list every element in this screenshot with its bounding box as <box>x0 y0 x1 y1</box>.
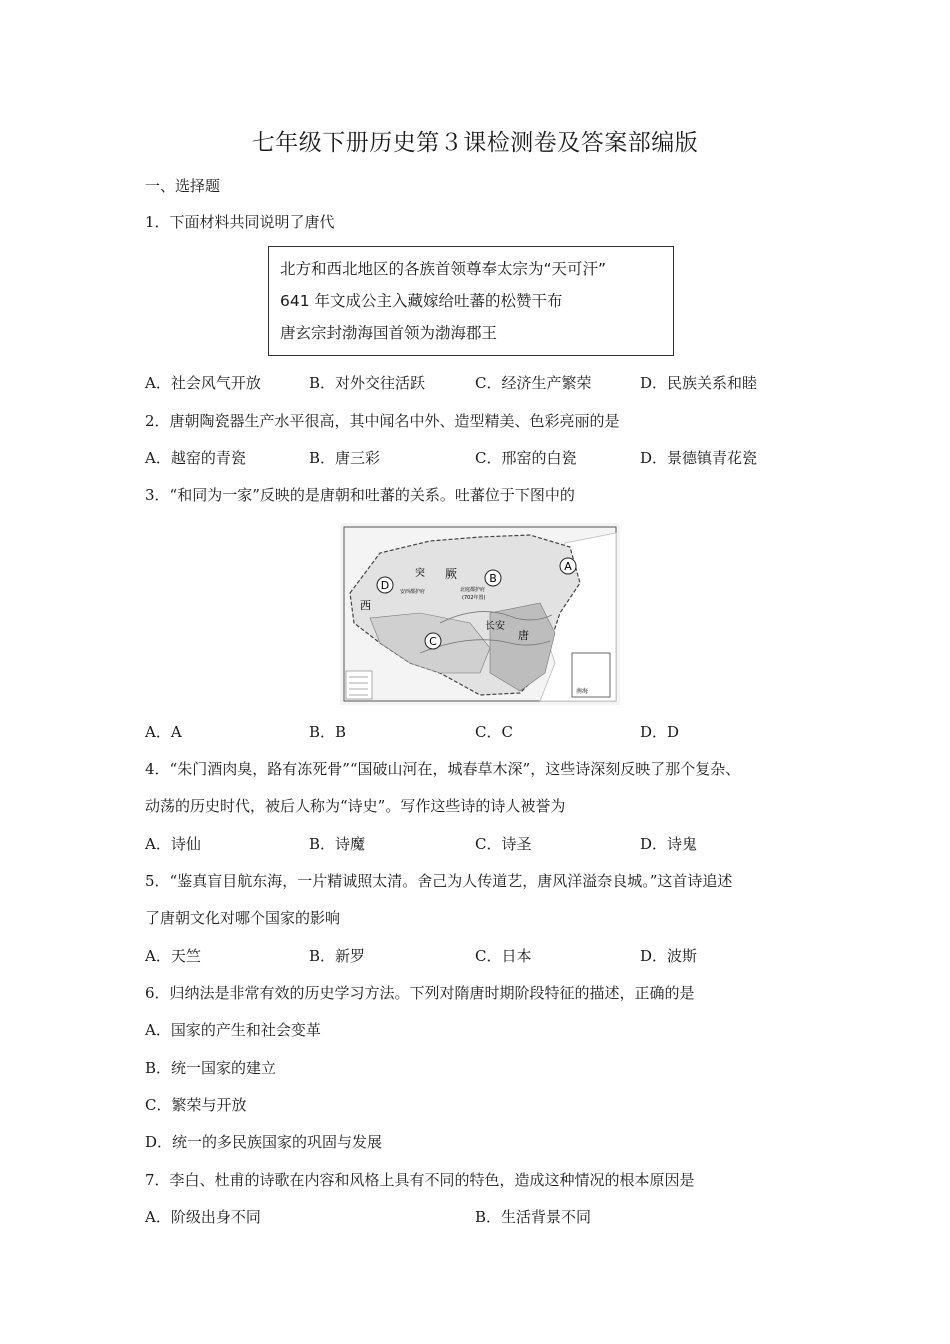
label-jue: 厥 <box>445 567 458 581</box>
option-c: C．诗圣 <box>475 835 532 853</box>
option-c: C．日本 <box>475 947 532 965</box>
option-b: B．生活背景不同 <box>475 1208 592 1226</box>
marker-c <box>425 633 441 649</box>
label-anxi: 安西都护府 <box>400 589 426 595</box>
option-a: A．诗仙 <box>145 835 201 853</box>
question-4-stem-line-2: 动荡的历史时代，被后人称为“诗史”。写作这些诗的诗人被誉为 <box>145 797 566 815</box>
question-2-stem: 2．唐朝陶瓷器生产水平很高，其中闻名中外、造型精美、色彩亮丽的是 <box>145 412 620 430</box>
option-a: A．天竺 <box>145 947 201 965</box>
label-year: (702年置) <box>462 595 486 601</box>
question-5-options <box>145 946 825 966</box>
marker-a <box>560 558 576 574</box>
question-5-stem-line-2: 了唐朝文化对哪个国家的影响 <box>145 909 341 927</box>
label-tu: 突 <box>415 568 425 579</box>
question-6-stem: 6．归纳法是非常有效的历史学习方法。下列对隋唐时期阶段特征的描述，正确的是 <box>145 984 695 1002</box>
question-2-options <box>145 448 825 468</box>
question-3-stem: 3．“和同为一家”反映的是唐朝和吐蕃的关系。吐蕃位于下图中的 <box>145 486 575 504</box>
question-5-stem-line-1: 5．“鉴真盲目航东海，一片精诚照太清。舍己为人传道艺，唐风洋溢奈良城。”这首诗追述 <box>145 872 733 890</box>
marker-d <box>377 577 393 593</box>
question-1-options <box>145 373 825 393</box>
option-b: B．唐三彩 <box>309 449 381 467</box>
option-d: D．景德镇青花瓷 <box>640 449 758 467</box>
svg-text:C: C <box>429 635 437 648</box>
question-7-options <box>145 1207 825 1227</box>
question-6-option-c: C．繁荣与开放 <box>145 1096 247 1114</box>
option-a: A．A <box>145 723 182 741</box>
svg-text:D: D <box>380 579 390 592</box>
option-d: D．民族关系和睦 <box>640 374 758 392</box>
option-b: B．新罗 <box>309 947 366 965</box>
option-a: A．阶级出身不同 <box>145 1208 261 1226</box>
option-d: D．波斯 <box>640 947 698 965</box>
option-d: D．D <box>640 723 680 741</box>
option-a: A．社会风气开放 <box>145 374 261 392</box>
svg-text:B: B <box>489 572 497 585</box>
question-6-option-d: D．统一的多民族国家的巩固与发展 <box>145 1133 383 1151</box>
material-line-3: 唐玄宗封渤海国首领为渤海郡王 <box>280 324 498 342</box>
question-4-stem-line-1: 4．“朱门酒肉臭，路有冻死骨”“国破山河在，城春草木深”，这些诗深刻反映了那个复杂、 <box>145 760 741 778</box>
option-c: C．邢窑的白瓷 <box>475 449 577 467</box>
option-c: C．C <box>475 723 513 741</box>
material-line-1: 北方和西北地区的各族首领尊奉太宗为“天可汗” <box>280 260 607 278</box>
question-4-options <box>145 834 825 854</box>
question-6-option-a: A．国家的产生和社会变革 <box>145 1021 321 1039</box>
svg-text:A: A <box>564 560 572 573</box>
option-b: B．对外交往活跃 <box>309 374 426 392</box>
material-line-2: 641 年文成公主入藏嫁给吐蕃的松赞干布 <box>280 292 563 310</box>
page-title: 七年级下册历史第３课检测卷及答案部编版 <box>251 130 699 156</box>
question-3-options <box>145 722 825 742</box>
label-beiting: 北庭都护府 <box>460 587 486 593</box>
question-1-material-box <box>268 246 674 356</box>
label-nanhai: 南海 <box>576 688 589 695</box>
label-xi: 西 <box>360 599 371 612</box>
option-c: C．经济生产繁荣 <box>475 374 592 392</box>
option-b: B．B <box>309 723 347 741</box>
question-7-stem: 7．李白、杜甫的诗歌在内容和风格上具有不同的特色，造成这种情况的根本原因是 <box>145 1171 695 1189</box>
tang-dynasty-map <box>340 523 620 705</box>
question-6-option-b: B．统一国家的建立 <box>145 1059 277 1077</box>
option-d: D．诗鬼 <box>640 835 698 853</box>
option-a: A．越窑的青瓷 <box>145 449 246 467</box>
section-heading: 一、选择题 <box>145 177 221 195</box>
label-tang: 唐 <box>518 629 529 642</box>
question-1-stem: 1．下面材料共同说明了唐代 <box>145 213 335 231</box>
marker-b <box>485 570 501 586</box>
label-changan: 长安 <box>485 621 505 632</box>
option-b: B．诗魔 <box>309 835 366 853</box>
